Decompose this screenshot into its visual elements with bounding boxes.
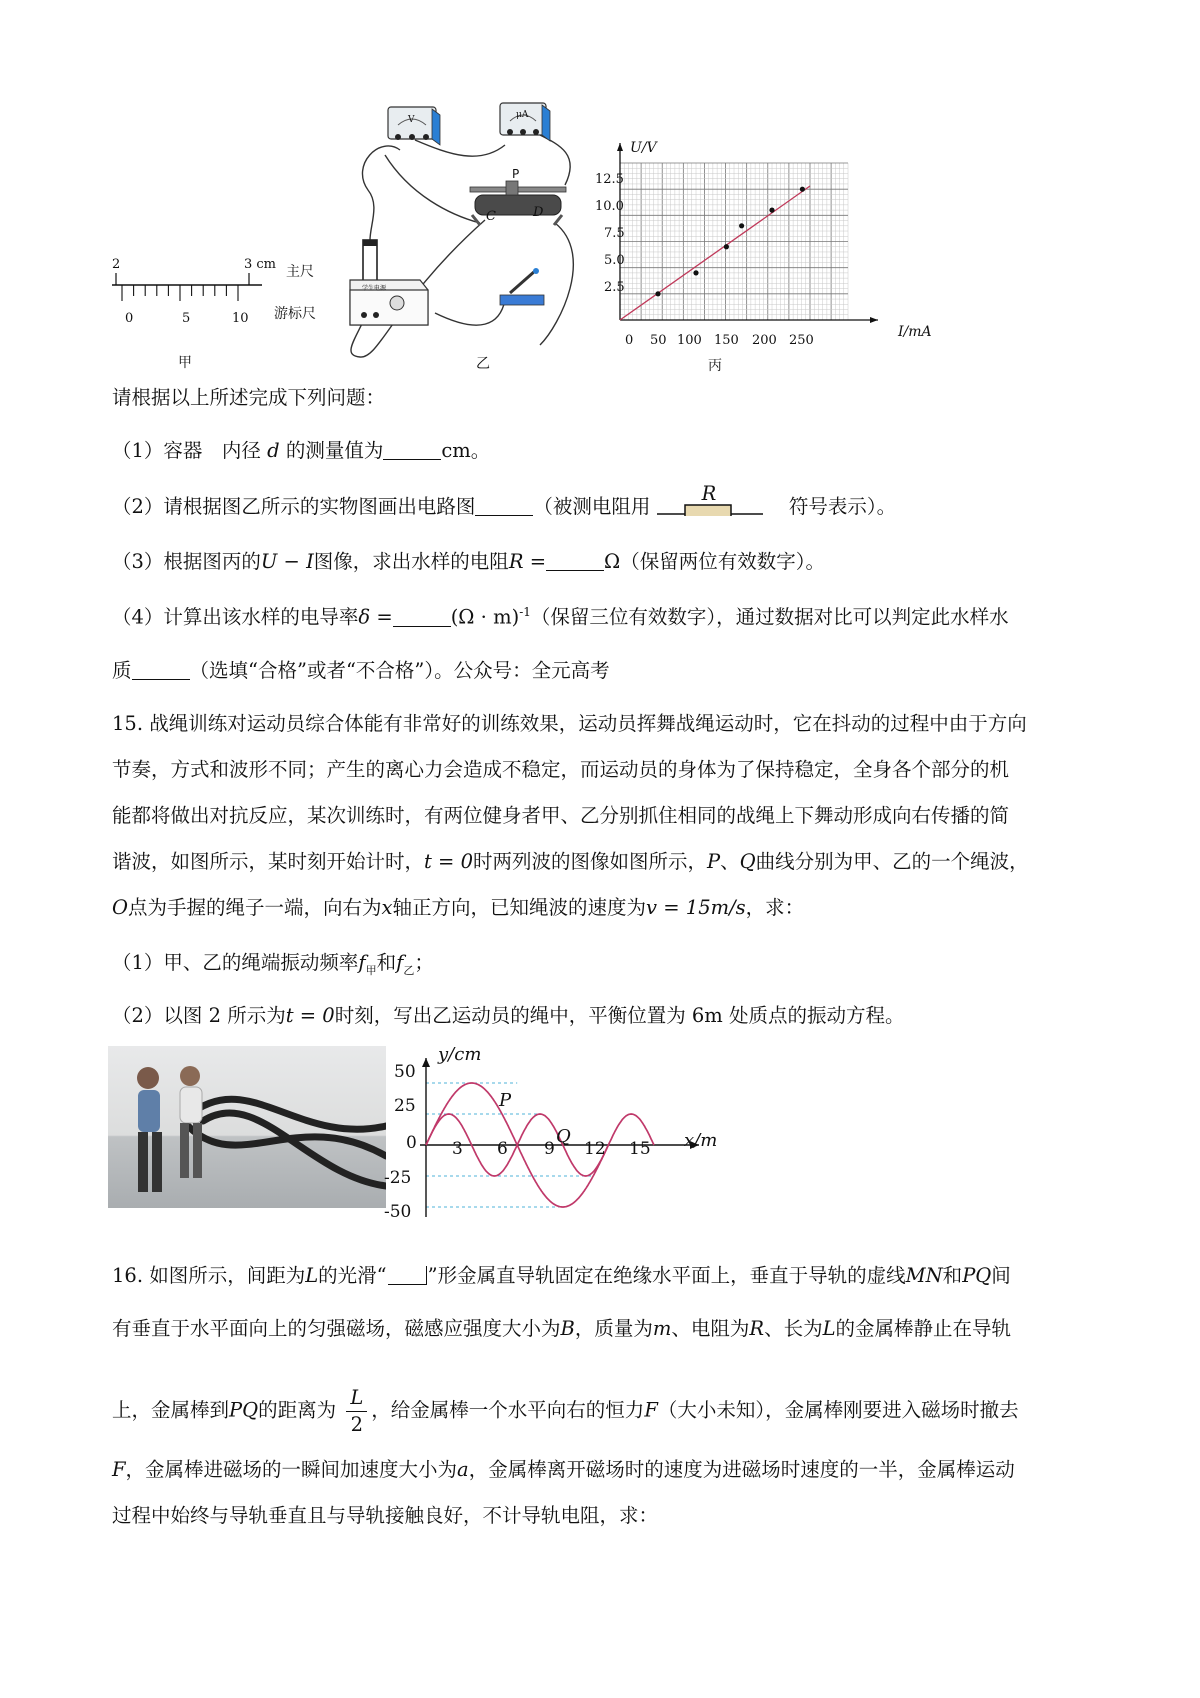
ui-graph-ylabel: U/V xyxy=(630,140,657,156)
q2-answer-blank[interactable] xyxy=(475,497,533,516)
wave-xtick-9: 9 xyxy=(544,1139,555,1159)
q4-delta: δ = xyxy=(358,605,393,629)
figure-caption-bing: 丙 xyxy=(708,358,722,374)
p15-text-5c: ，求： xyxy=(745,896,805,919)
p15-x: x xyxy=(381,896,393,919)
p16-line2 xyxy=(112,1319,1102,1339)
ui-xtick-0: 0 xyxy=(625,333,634,348)
q1-unit: cm。 xyxy=(441,439,491,462)
p15-text-4c: 、 xyxy=(720,850,740,873)
q4-unit-exponent: -1 xyxy=(519,605,531,619)
question-1 xyxy=(112,441,1102,461)
ammeter-label: μA xyxy=(516,110,529,120)
q3-text-c: Ω（保留两位有效数字）。 xyxy=(604,550,825,573)
question-4-line2 xyxy=(112,661,1102,681)
p16-line3 xyxy=(112,1388,1102,1434)
wave-ytick-25: 25 xyxy=(394,1096,416,1116)
wave-ytick-0: 0 xyxy=(406,1133,417,1153)
wave-xlabel: x/m xyxy=(684,1130,718,1151)
ui-xtick-100: 100 xyxy=(677,333,702,348)
p15-q2-text-b: 时刻，写出乙运动员的绳中，平衡位置为 6m 处质点的振动方程。 xyxy=(334,1004,905,1027)
p15-question-1 xyxy=(112,953,1102,976)
wave-xtick-3: 3 xyxy=(452,1139,463,1159)
ui-xtick-50: 50 xyxy=(650,333,667,348)
main-scale-tick-2: 2 xyxy=(112,257,121,272)
ui-data-point xyxy=(769,208,774,213)
p15-text-4a: 谐波，如图所示，某时刻开始计时， xyxy=(112,850,425,873)
p15-text-1: 15. 战绳训练对运动员综合体能有非常好的训练效果，运动员挥舞战绳运动时，它在抖动的过程中由于方向 xyxy=(112,712,1027,735)
rail-shape-icon xyxy=(388,1266,427,1285)
p16-text-1b: 的光滑“ xyxy=(318,1264,387,1287)
vernier-scale-label: 游标尺 xyxy=(274,306,316,322)
p15-p: P xyxy=(707,850,721,873)
p15-v: v = 15m/s xyxy=(646,896,746,919)
main-scale-label: 主尺 xyxy=(286,264,314,280)
p15-q2-text-a: （2）以图 2 所示为 xyxy=(112,1004,286,1027)
q2-text-a: （2）请根据图乙所示的实物图画出电路图 xyxy=(112,495,476,518)
p16-B: B xyxy=(560,1317,575,1340)
p15-q1-sub2: 乙 xyxy=(403,963,415,977)
figure-caption-yi: 乙 xyxy=(476,356,490,372)
p16-text-2a: 有垂直于水平面向上的匀强磁场，磁感应强度大小为 xyxy=(112,1317,561,1340)
question-2 xyxy=(112,482,1102,518)
p16-line5 xyxy=(112,1506,1102,1526)
p16-m: m xyxy=(652,1317,672,1340)
p16-F2: F xyxy=(112,1458,126,1481)
q4-line2-b: （选填“合格”或者“不合格”）。公众号：全元高考 xyxy=(189,659,610,682)
ui-data-point xyxy=(693,270,698,275)
ui-fit-line xyxy=(620,186,810,320)
p16-text-4b: ，金属棒离开磁场时的速度为进磁场时速度的一半，金属棒运动 xyxy=(468,1458,1015,1481)
p16-text-1e: 间 xyxy=(991,1264,1011,1287)
ui-graph-xlabel: I/mA xyxy=(898,324,932,340)
ui-xtick-250: 250 xyxy=(789,333,814,348)
intro-line xyxy=(112,388,1102,408)
q2-text-b: （被测电阻用 xyxy=(533,495,651,518)
main-scale-tick-3cm: 3 cm xyxy=(244,257,277,272)
resistor-symbol-label: R xyxy=(701,482,717,505)
battle-rope-photo xyxy=(108,1046,386,1208)
voltmeter-label: V xyxy=(408,115,415,125)
p15-q: Q xyxy=(739,850,756,873)
ui-graph-figure xyxy=(595,140,960,380)
p15-line2 xyxy=(112,760,1102,780)
q1-text-b: 的测量值为 xyxy=(285,439,384,462)
wave-xtick-15: 15 xyxy=(629,1139,651,1159)
rheostat-end-d: D xyxy=(533,205,544,220)
question-4 xyxy=(112,606,1102,627)
p15-text-4d: 曲线分别为甲、乙的一个绳波， xyxy=(755,850,1029,873)
p15-q1-f2: f xyxy=(396,951,404,974)
p16-L2: L xyxy=(822,1317,836,1340)
ui-data-point xyxy=(655,291,660,296)
ui-data-point xyxy=(724,244,729,249)
power-supply-label: 学生电源 xyxy=(362,285,387,292)
vernier-figure xyxy=(100,255,340,375)
p16-line1 xyxy=(112,1266,1102,1286)
ui-ytick-5: 5.0 xyxy=(604,253,625,268)
fraction-l-over-2 xyxy=(346,1388,367,1434)
q3-text-a: （3）根据图丙的 xyxy=(112,550,261,573)
q4-text-b: （保留三位有效数字），通过数据对比可以判定此水样水 xyxy=(530,605,1009,629)
ui-xtick-150: 150 xyxy=(714,333,739,348)
wave-xtick-12: 12 xyxy=(584,1139,606,1159)
p16-mn: MN xyxy=(905,1264,943,1287)
vernier-tick-0: 0 xyxy=(125,311,134,326)
intro-text: 请根据以上所述完成下列问题： xyxy=(112,386,386,409)
p16-F: F xyxy=(644,1398,658,1422)
q4-unit: (Ω · m) xyxy=(450,605,520,629)
wave-ytick-neg25: -25 xyxy=(384,1168,412,1188)
ui-y-arrow xyxy=(617,143,623,151)
p16-text-2d: 、长为 xyxy=(764,1317,823,1340)
p15-text-5a: 点为手握的绳子一端，向右为 xyxy=(128,896,382,919)
q2-text-c: 符号表示）。 xyxy=(788,495,897,518)
p16-R: R xyxy=(749,1317,765,1340)
p16-pq2: PQ xyxy=(229,1398,259,1422)
p15-line1 xyxy=(112,714,1102,734)
p16-text-3a: 上，金属棒到 xyxy=(112,1398,230,1422)
resistor-symbol xyxy=(657,482,765,516)
q3-text-b: 图像，求出水样的电阻 xyxy=(313,550,509,573)
vernier-tick-5: 5 xyxy=(182,311,191,326)
p15-text-3: 能都将做出对抗反应，某次训练时，有两位健身者甲、乙分别抓住相同的战绳上下舞动形成向右传播的简 xyxy=(112,804,1010,827)
p16-text-2b: ，质量为 xyxy=(574,1317,653,1340)
vernier-tick-10: 10 xyxy=(232,311,249,326)
q4-answer-blank[interactable] xyxy=(393,608,451,627)
ui-data-point xyxy=(800,187,805,192)
q4-text-a: （4）计算出该水样的电导率 xyxy=(112,605,359,629)
wave-curve-label-q: Q xyxy=(556,1126,571,1147)
p15-line5 xyxy=(112,898,1102,918)
p16-text-3c: ，给金属棒一个水平向右的恒力 xyxy=(371,1398,645,1422)
p16-text-2c: 、电阻为 xyxy=(671,1317,750,1340)
fraction-denominator: 2 xyxy=(350,1412,364,1436)
p16-text-5: 过程中始终与导轨垂直且与导轨接触良好，不计导轨电阻，求： xyxy=(112,1504,659,1527)
q1-text-a: （1）容器 内径 xyxy=(112,439,261,462)
p15-text-5b: 轴正方向，已知绳波的速度为 xyxy=(392,896,647,919)
p15-text-4b: 时两列波的图像如图所示， xyxy=(473,850,708,873)
p16-text-2e: 的金属棒静止在导轨 xyxy=(835,1317,1012,1340)
p16-text-3b: 的距离为 xyxy=(258,1398,337,1422)
p16-text-3d: （大小未知），金属棒刚要进入磁场时撤去 xyxy=(657,1398,1019,1422)
q1-answer-blank[interactable] xyxy=(383,441,441,460)
p15-q1-f1: f xyxy=(358,951,366,974)
q3-ui: U − I xyxy=(260,550,314,573)
p15-line3 xyxy=(112,806,1102,826)
wave-xtick-6: 6 xyxy=(497,1139,508,1159)
wave-graph-figure xyxy=(384,1044,726,1222)
wave-curve-label-p: P xyxy=(499,1090,512,1111)
p15-q1-text-a: （1）甲、乙的绳端振动频率 xyxy=(112,951,359,974)
p16-text-1d: 和 xyxy=(942,1264,963,1287)
q3-answer-blank[interactable] xyxy=(546,552,604,571)
circuit-svg xyxy=(340,95,640,375)
p15-q1-text-b: 和 xyxy=(376,951,397,974)
ui-x-arrow xyxy=(870,317,878,323)
p16-line4 xyxy=(112,1460,1102,1480)
ui-ytick-7-5: 7.5 xyxy=(604,226,625,241)
ui-ytick-12-5: 12.5 xyxy=(595,172,624,187)
p15-t0: t = 0 xyxy=(424,850,473,873)
circuit-figure xyxy=(340,95,640,375)
p16-a: a xyxy=(457,1458,469,1481)
p15-o: O xyxy=(112,896,128,919)
figure-caption-jia: 甲 xyxy=(178,355,192,371)
wave-y-arrow xyxy=(422,1058,430,1067)
q1-var-d: d xyxy=(267,439,280,462)
rheostat-end-c: C xyxy=(486,209,496,224)
p16-pq: PQ xyxy=(962,1264,992,1287)
p15-question-2 xyxy=(112,1006,1102,1026)
p16-text-1c: ”形金属直导轨固定在绝缘水平面上，垂直于导轨的虚线 xyxy=(427,1264,906,1287)
p16-text-1a: 16. 如图所示，间距为 xyxy=(112,1264,306,1287)
wave-ytick-neg50: -50 xyxy=(384,1202,412,1222)
p15-line4 xyxy=(112,852,1102,872)
fraction-numerator: L xyxy=(346,1388,367,1412)
wave-ytick-50: 50 xyxy=(394,1062,416,1082)
ui-ytick-2-5: 2.5 xyxy=(604,280,625,295)
q4-quality-blank[interactable] xyxy=(132,661,190,680)
p15-q1-text-c: ； xyxy=(414,951,434,974)
p15-text-2: 节奏，方式和波形不同；产生的离心力会造成不稳定，而运动员的身体为了保持稳定，全身各个部分的机 xyxy=(112,758,1010,781)
p15-q1-sub1: 甲 xyxy=(365,963,377,977)
p16-L: L xyxy=(305,1264,319,1287)
question-3 xyxy=(112,552,1102,572)
ui-xtick-200: 200 xyxy=(752,333,777,348)
p16-text-4a: ，金属棒进磁场的一瞬间加速度大小为 xyxy=(125,1458,458,1481)
ui-data-point xyxy=(739,223,744,228)
p15-q2-t0: t = 0 xyxy=(285,1004,335,1027)
wave-ylabel: y/cm xyxy=(438,1044,482,1065)
q4-line2-a: 质 xyxy=(112,659,132,682)
ui-ytick-10: 10.0 xyxy=(595,199,624,214)
q3-r: R = xyxy=(508,550,547,573)
slider-label-p: P xyxy=(512,167,520,181)
